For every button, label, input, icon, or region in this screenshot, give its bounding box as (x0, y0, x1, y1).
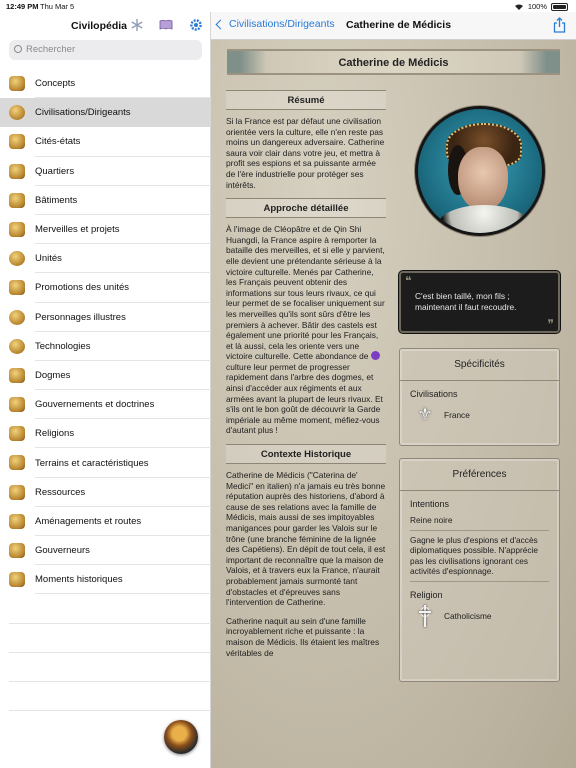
civilisation-value: France (444, 410, 470, 420)
battery-icon (551, 3, 568, 11)
civilisations-label: Civilisations (410, 389, 458, 399)
sidebar-item-label: Concepts (35, 78, 76, 90)
culture-icon (371, 351, 380, 360)
sidebar-item-gouverneurs[interactable] (0, 536, 211, 565)
wifi-icon (514, 3, 524, 10)
civics-icon (9, 368, 25, 383)
contexte-text-2: Catherine naquit au sein d'une famille incroyablement riche et puissante : la maison de Médicis. Ils étaient les maîtres véritables de (226, 615, 380, 658)
quote-close-icon: ❞ (547, 317, 554, 331)
sidebar-item-label: Civilisations/Dirigeants (35, 107, 131, 119)
detail-pane (211, 12, 576, 768)
sidebar-item-label: Ressources (35, 486, 86, 498)
specificites-panel (399, 348, 560, 446)
status-bar (0, 0, 576, 12)
sidebar-item-technologies[interactable] (0, 332, 211, 361)
section-header-contexte: Contexte Historique (226, 444, 386, 464)
contexte-text-1: Catherine de Médicis ("Caterina de' Medici" en italien) n'a jamais eu très bonne réputation auprès des historiens, d'abord à cause de ses relations avec la famille de Médicis, mais aussi de ses impitoyables manigances pour garder les Valois sur le trône (une branche féminine de la lignée des Capétiens). En dépit de tout cela, il est important de reconnaître que la maison de Valois, et à travers eux la France, n'aurait probablement jamais surmonté tant d'obstacles et d'épreuves sans l'intervention de Catherine. (226, 470, 386, 608)
sidebar-item-label: Merveilles et projets (35, 224, 120, 236)
status-time: 12:49 PM (6, 2, 39, 11)
leader-quote-box (399, 271, 560, 333)
concepts-icon (9, 76, 25, 91)
buildings-icon (9, 193, 25, 208)
category-list (0, 69, 211, 711)
sidebar-item-label: Moments historiques (35, 574, 123, 586)
sidebar-item-label: Personnages illustres (35, 311, 126, 323)
empty-row (0, 624, 211, 653)
sidebar-item-civilisations[interactable] (0, 98, 211, 127)
navigation-bar (211, 12, 576, 40)
search-input[interactable]: Rechercher (9, 40, 202, 60)
settings-gear-button[interactable] (164, 720, 198, 754)
fleur-de-lis-icon: ⚜ (417, 405, 433, 424)
catholicism-cross-icon (418, 605, 432, 627)
great-people-icon (9, 310, 25, 325)
sidebar-item-amenagements[interactable] (0, 507, 211, 536)
empty-row (0, 653, 211, 682)
religion-label: Religion (410, 589, 443, 600)
section-header-approche: Approche détaillée (226, 198, 386, 218)
sidebar-item-unites[interactable] (0, 244, 211, 273)
leader-quote: C'est bien taillé, mon fils ; maintenant il faut recoudre. (415, 291, 517, 312)
status-right (514, 2, 568, 11)
share-icon[interactable] (553, 17, 566, 33)
sidebar (0, 12, 211, 768)
leaders-icon (9, 105, 25, 120)
banner-title: Catherine de Médicis (338, 57, 449, 69)
districts-icon (9, 164, 25, 179)
sidebar-item-label: Gouverneurs (35, 545, 90, 557)
agenda-name: Reine noire (410, 515, 453, 525)
sidebar-item-label: Unités (35, 253, 62, 265)
sidebar-item-personnages[interactable] (0, 303, 211, 332)
sidebar-item-label: Religions (35, 428, 75, 440)
approche-text (226, 224, 386, 436)
snowflake-icon[interactable] (130, 18, 144, 32)
sidebar-item-merveilles[interactable] (0, 215, 211, 244)
sidebar-item-terrains[interactable] (0, 448, 211, 477)
sidebar-item-label: Bâtiments (35, 194, 78, 206)
back-label: Civilisations/Dirigeants (229, 18, 335, 30)
approche-text-a: À l'image de Cléopâtre et de Qin Shi Huangdi, la France aspire à remporter la bataille des merveilles, et si elle y parvient, elle devient une prétendante sérieuse à la victoire culturelle. Menés par Catherine, les Français peuvent obtenir des informations sur tous leurs rivaux, ce qui leur permet de se focaliser uniquement sur les merveilles qu'ils sont sûrs d'être les premiers à achever. Bâtir des castels est également une priorité pour les Français, et là aussi, cela les oriente vers une victoire culturelle. Cette abondance de (226, 224, 385, 362)
sidebar-item-label: Gouvernements et doctrines (35, 399, 155, 411)
sidebar-item-concepts[interactable] (0, 69, 211, 98)
sidebar-title: Civilopédia (71, 20, 128, 32)
empty-row (0, 594, 211, 623)
sidebar-item-cites-etats[interactable] (0, 127, 211, 156)
sidebar-item-ressources[interactable] (0, 478, 211, 507)
religions-icon (9, 426, 25, 441)
governments-icon (9, 397, 25, 412)
search-icon (14, 45, 22, 53)
terrain-icon (9, 455, 25, 470)
resources-icon (9, 485, 25, 500)
promotions-icon (9, 280, 25, 295)
quote-open-icon: ❝ (405, 274, 412, 288)
resume-text: Si la France est par défaut une civilisation orientée vers la culture, elle n'en reste pas moins un dangereux adversaire. Catherine saura voir clair dans votre jeu, et mettra à profit ses espions et sa puissante armée de l'ère industrielle pour protéger ses intérêts. (226, 116, 385, 190)
intentions-label: Intentions (410, 499, 450, 509)
religion-value: Catholicisme (444, 610, 492, 621)
sidebar-item-label: Cités-états (35, 136, 81, 148)
sidebar-item-gouvernements[interactable] (0, 390, 211, 419)
agenda-description: Gagne le plus d'espions et d'accès diplomatiques possible. N'apprécie pas les civilisations ignorant ces activités d'espionnage. (410, 534, 538, 577)
sidebar-item-batiments[interactable] (0, 186, 211, 215)
sidebar-item-quartiers[interactable] (0, 157, 211, 186)
improvements-icon (9, 514, 25, 529)
chevron-left-icon (216, 19, 226, 29)
leader-portrait (415, 106, 545, 236)
sidebar-item-dogmes[interactable] (0, 361, 211, 390)
empty-row (0, 682, 211, 711)
governors-icon (9, 543, 25, 558)
text-column (226, 90, 386, 666)
sidebar-header (0, 12, 211, 38)
units-icon (9, 251, 25, 266)
sidebar-item-religions[interactable] (0, 419, 211, 448)
article-body[interactable] (211, 40, 576, 768)
civilisation-link-france[interactable] (400, 399, 559, 431)
book-icon[interactable] (159, 18, 173, 32)
sidebar-item-promotions[interactable] (0, 273, 211, 302)
page-title: Catherine de Médicis (346, 19, 452, 31)
back-button[interactable] (217, 18, 335, 30)
preferences-header: Préférences (400, 459, 559, 491)
religion-link-catholicisme[interactable] (400, 600, 559, 632)
approche-text-b: culture leur permet de progresser rapidement dans l'arbre des dogmes, et ainsi d'accéder aux régiments et aux armées avant la plupart de leurs rivaux. Et s'ils ont le bon goût de découvrir la Garde impériale au même moment, méfiez-vous d'autant plus ! (226, 361, 383, 436)
sidebar-item-label: Technologies (35, 340, 91, 352)
section-header-resume: Résumé (226, 90, 386, 110)
sidebar-item-label: Quartiers (35, 165, 75, 177)
preferences-panel (399, 458, 560, 682)
title-banner (227, 49, 560, 75)
status-date: Thu Mar 5 (40, 2, 75, 11)
sidebar-item-label: Promotions des unités (35, 282, 129, 294)
specificites-header: Spécificités (400, 349, 559, 381)
sidebar-item-label: Terrains et caractéristiques (35, 457, 149, 469)
city-states-icon (9, 134, 25, 149)
sidebar-item-label: Dogmes (35, 369, 71, 381)
battery-percent: 100% (527, 2, 547, 11)
historic-moments-icon (9, 572, 25, 587)
technologies-icon (9, 339, 25, 354)
sidebar-item-moments[interactable] (0, 565, 211, 594)
gear-icon[interactable] (189, 18, 203, 32)
sidebar-item-label: Aménagements et routes (35, 515, 142, 527)
wonders-icon (9, 222, 25, 237)
